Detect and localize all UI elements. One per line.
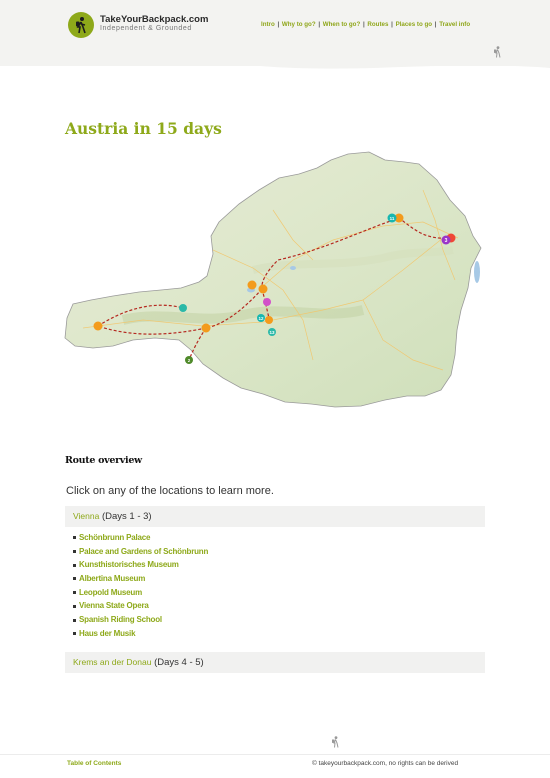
place-link[interactable]: Albertina Museum xyxy=(73,574,208,588)
destination-header[interactable] xyxy=(65,652,485,673)
lake xyxy=(474,261,480,283)
logo-hiker-icon[interactable] xyxy=(68,12,94,38)
location-pin-icon[interactable] xyxy=(268,328,276,336)
location-pin-icon[interactable] xyxy=(185,356,193,364)
destination-days: (Days 1 - 3) xyxy=(101,511,152,522)
marker-label: 3 xyxy=(444,238,448,244)
page-title: Austria in 15 days xyxy=(65,119,222,138)
places-list xyxy=(73,533,208,643)
location-pin-icon[interactable] xyxy=(265,316,273,324)
place-link[interactable]: Spanish Riding School xyxy=(73,615,208,629)
location-pin-icon[interactable] xyxy=(257,314,265,322)
top-navigation: Intro | Why to go? | When to go? | Routes | Places to go | Travel info xyxy=(261,21,471,28)
place-link[interactable]: Kunsthistorisches Museum xyxy=(73,560,208,574)
location-pin-icon[interactable] xyxy=(179,304,187,312)
copyright-text: © takeyourbackpack.com, no rights can be derived xyxy=(312,760,459,767)
location-pin-icon[interactable] xyxy=(259,285,268,294)
location-pin-icon[interactable] xyxy=(202,324,211,333)
brand-tagline: Independent & Grounded xyxy=(100,25,192,32)
hiker-icon xyxy=(330,736,340,748)
austria-outline xyxy=(65,152,481,407)
marker-label: 2 xyxy=(187,358,191,363)
place-link[interactable]: Haus der Musik xyxy=(73,629,208,643)
nav-intro[interactable]: Intro xyxy=(261,21,275,28)
place-link[interactable]: Vienna State Opera xyxy=(73,601,208,615)
lake xyxy=(290,266,296,270)
location-pin-icon[interactable] xyxy=(248,281,257,290)
route-intro-text: Click on any of the locations to learn more. xyxy=(66,485,274,497)
nav-why-to-go[interactable]: Why to go? xyxy=(281,21,316,28)
route-map[interactable] xyxy=(63,150,488,432)
nav-places-to-go[interactable]: Places to go xyxy=(395,21,433,28)
marker-label: 12 xyxy=(258,316,264,321)
header-wave-divider xyxy=(0,56,550,80)
marker-label: 13 xyxy=(269,330,275,335)
marker-label: 11 xyxy=(389,216,395,221)
alps-shading xyxy=(123,310,363,320)
brand-name[interactable]: TakeYourBackpack.com xyxy=(100,14,209,25)
nav-when-to-go[interactable]: When to go? xyxy=(322,21,361,28)
hiker-icon xyxy=(492,46,502,58)
destination-days: (Days 4 - 5) xyxy=(154,657,204,668)
route-overview-heading: Route overview xyxy=(65,455,142,466)
location-pin-icon[interactable] xyxy=(263,298,271,306)
destination-name[interactable]: Vienna xyxy=(73,511,100,521)
place-link[interactable]: Palace and Gardens of Schönbrunn xyxy=(73,547,208,561)
nav-travel-info[interactable]: Travel info xyxy=(439,21,471,28)
table-of-contents-link[interactable]: Table of Contents xyxy=(67,760,122,767)
destination-name[interactable]: Krems an der Donau xyxy=(73,657,152,667)
nav-routes[interactable]: Routes xyxy=(367,21,389,28)
footer-divider xyxy=(0,754,550,755)
place-link[interactable]: Leopold Museum xyxy=(73,588,208,602)
place-link[interactable]: Schönbrunn Palace xyxy=(73,533,208,547)
destination-header[interactable] xyxy=(65,506,485,527)
location-pin-icon[interactable] xyxy=(94,322,103,331)
